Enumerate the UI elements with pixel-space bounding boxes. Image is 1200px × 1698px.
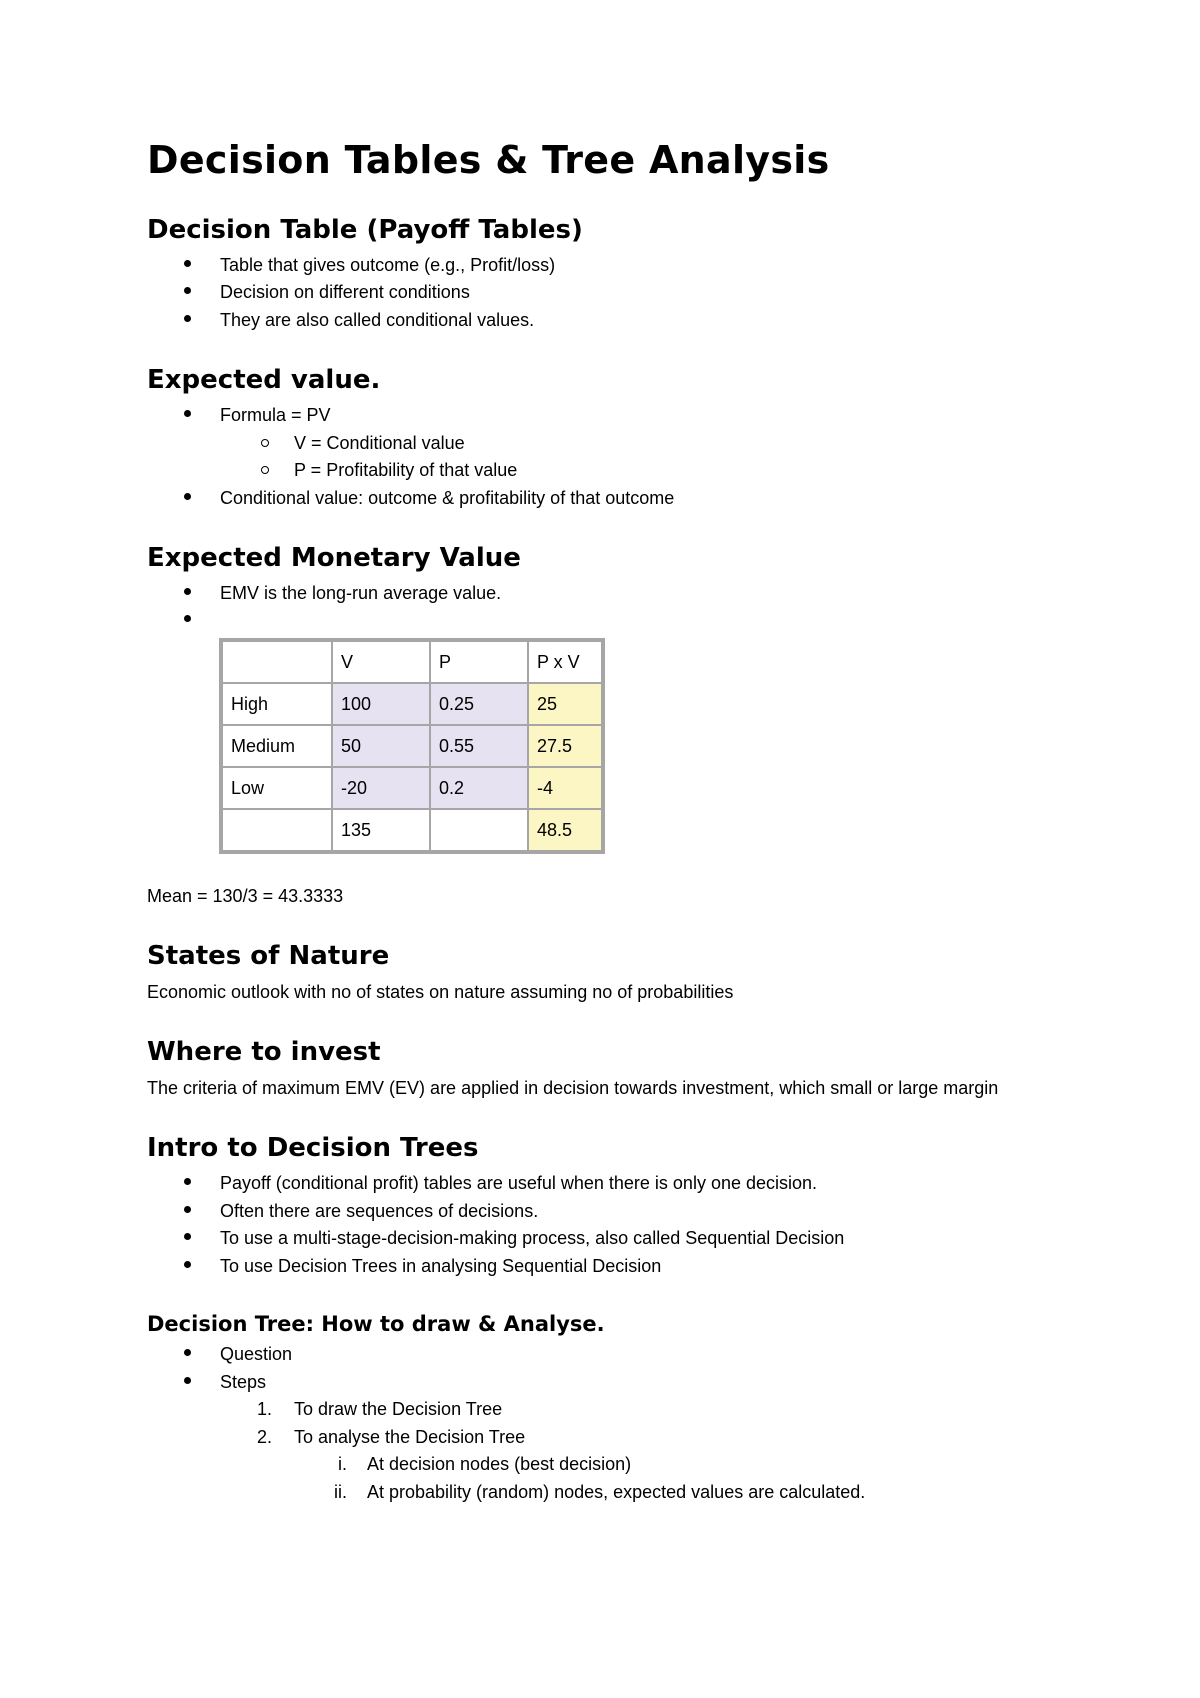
list-item: Decision on different conditions (147, 279, 1067, 307)
list-text: To analyse the Decision Tree (294, 1426, 526, 1447)
table-cell: 0.2 (430, 767, 528, 809)
bullet-list (147, 1170, 1067, 1280)
table-cell (222, 809, 332, 851)
table-cell (430, 809, 528, 851)
section-where-to-invest (147, 1038, 1067, 1102)
table-cell: 100 (332, 683, 430, 725)
list-item: They are also called conditional values. (147, 307, 1067, 335)
section-heading: Intro to Decision Trees (147, 1133, 479, 1164)
table-cell: 0.25 (430, 683, 528, 725)
section-heading: Where to invest (147, 1037, 381, 1068)
list-item: Payoff (conditional profit) tables are useful when there is only one decision. (147, 1170, 1067, 1198)
table-cell: P (430, 641, 528, 683)
table-row (222, 683, 602, 725)
table-cell: -20 (332, 767, 430, 809)
list-number: 1. (257, 1399, 273, 1420)
table-row (222, 725, 602, 767)
paragraph: Economic outlook with no of states on nature assuming no of probabilities (147, 982, 734, 1003)
list-item: EMV is the long-run average value. (147, 580, 1067, 608)
table-cell: Medium (222, 725, 332, 767)
list-text: To draw the Decision Tree (294, 1399, 503, 1420)
table-cell: 0.55 (430, 725, 528, 767)
bullet-list (147, 402, 1067, 430)
mean-text: Mean = 130/3 = 43.3333 (147, 886, 344, 907)
table-cell (222, 641, 332, 683)
emv-table (219, 638, 605, 854)
section-emv (147, 544, 1067, 910)
list-item (147, 1451, 1067, 1479)
list-item: Conditional value: outcome & profitability of that outcome (147, 485, 1067, 513)
document-page (147, 140, 1067, 1506)
list-item: P = Profitability of that value (147, 457, 1067, 485)
section-heading: Decision Table (Payoff Tables) (147, 214, 583, 245)
list-item: Table that gives outcome (e.g., Profit/loss) (147, 252, 1067, 280)
table-cell: 50 (332, 725, 430, 767)
section-heading: Expected value. (147, 365, 381, 396)
table-cell: 135 (332, 809, 430, 851)
table-cell: 25 (528, 683, 602, 725)
list-item: To use a multi-stage-decision-making process, also called Sequential Decision (147, 1225, 1067, 1253)
section-heading: States of Nature (147, 941, 390, 972)
section-heading: Decision Tree: How to draw & Analyse. (147, 1312, 605, 1337)
list-item: To use Decision Trees in analysing Sequential Decision (147, 1253, 1067, 1281)
bullet-list (147, 1341, 1067, 1396)
section-how-to-draw (147, 1312, 1067, 1506)
list-number: 2. (257, 1426, 273, 1447)
list-item: Formula = PV (147, 402, 1067, 430)
bullet-list (147, 580, 1067, 635)
section-intro-decision-trees (147, 1134, 1067, 1280)
table-cell: Low (222, 767, 332, 809)
table-cell: 48.5 (528, 809, 602, 851)
bullet-list (147, 252, 1067, 335)
table-cell: V (332, 641, 430, 683)
roman-list (147, 1451, 1067, 1506)
list-item (147, 1424, 1067, 1452)
list-text: At probability (random) nodes, expected values are calculated. (367, 1481, 866, 1502)
table-cell: High (222, 683, 332, 725)
list-number: ii. (334, 1481, 347, 1502)
list-number: i. (338, 1454, 347, 1475)
table-cell: P x V (528, 641, 602, 683)
list-item: V = Conditional value (147, 430, 1067, 458)
list-item: Steps (147, 1369, 1067, 1397)
list-item-empty (147, 607, 1067, 634)
list-item: Question (147, 1341, 1067, 1369)
section-heading: Expected Monetary Value (147, 543, 521, 574)
list-item (147, 1479, 1067, 1507)
list-text: At decision nodes (best decision) (367, 1454, 632, 1475)
table-cell: -4 (528, 767, 602, 809)
numbered-list (147, 1396, 1067, 1451)
table-header-row (222, 641, 602, 683)
section-expected-value (147, 366, 1067, 512)
bullet-list (147, 485, 1067, 513)
table-total-row (222, 809, 602, 851)
list-item: Often there are sequences of decisions. (147, 1198, 1067, 1226)
section-decision-table (147, 216, 1067, 334)
section-states-of-nature (147, 942, 1067, 1006)
list-item (147, 1396, 1067, 1424)
table-cell: 27.5 (528, 725, 602, 767)
table-row (222, 767, 602, 809)
paragraph: The criteria of maximum EMV (EV) are applied in decision towards investment, which small or large margin (147, 1078, 999, 1099)
page-title: Decision Tables & Tree Analysis (147, 138, 830, 182)
sub-bullet-list (147, 430, 1067, 485)
